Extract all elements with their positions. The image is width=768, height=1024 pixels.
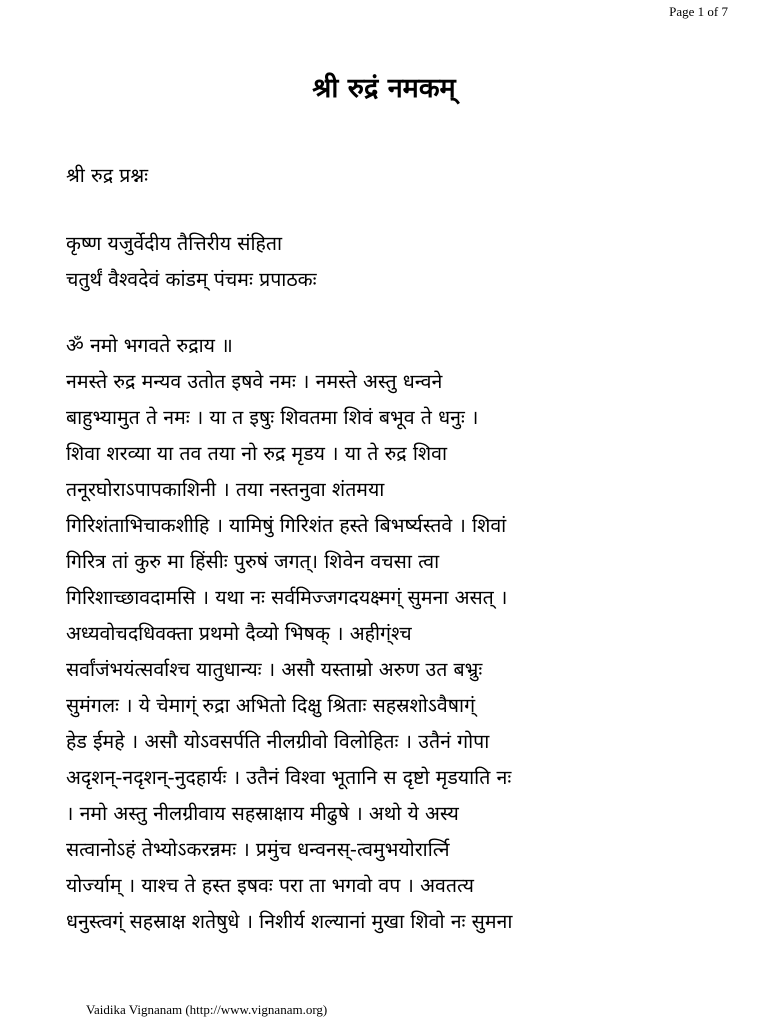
mantra-line: धनुस्त्वग्ं सहस्राक्ष शतेषुधे । निशीर्य शल्यानां मुखा शिवो नः सुमना [66, 910, 513, 933]
mantra-line: तनूरघोराऽपापकाशिनी । तया नस्तनुवा शंतमया [66, 478, 385, 501]
prashna-line: श्री रुद्र प्रश्नः [66, 164, 149, 187]
mantra-line: शिवा शरव्या या तव तया नो रुद्र मृडय । या ते रुद्र शिवा [66, 442, 448, 465]
mantra-line: गिरित्र तां कुरु मा हिंसीः पुरुषं जगत्। शिवेन वचसा त्वा [66, 550, 440, 573]
heading-line: चतुर्थं वैश्वदेवं कांडम् पंचमः प्रपाठकः [66, 268, 317, 291]
mantra-line: गिरिशाच्छावदामसि । यथा नः सर्वमिज्जगदयक्ष्मग्ं सुमना असत् । [66, 586, 508, 609]
page-title: श्री रुद्रं नमकम् [312, 73, 456, 104]
mantra-line: सुमंगलः । ये चेमाग्ं रुद्रा अभितो दिक्षु श्रिताः सहस्रशोऽवैषाग्ं [66, 694, 476, 717]
mantra-line: नमस्ते रुद्र मन्यव उतोत इषवे नमः । नमस्ते अस्तु धन्वने [66, 370, 443, 393]
mantra-line: बाहुभ्यामुत ते नमः । या त इषुः शिवतमा शिवं बभूव ते धनुः । [66, 406, 479, 429]
mantra-line: हेड ईमहे । असौ योऽवसर्पति नीलग्रीवो विलोहितः । उतैनं गोपा [66, 730, 490, 753]
heading-line: कृष्ण यजुर्वेदीय तैत्तिरीय संहिता [66, 232, 283, 255]
mantra-line: ॐ नमो भगवते रुद्राय ॥ [66, 334, 233, 357]
mantra-line: अदृशन्-नदृशन्-नुदहार्यः । उतैनं विश्वा भूतानि स दृष्टो मृडयाति नः [66, 766, 512, 789]
mantra-line: सर्वांजंभयंत्सर्वाश्च यातुधान्यः । असौ यस्ताम्रो अरुण उत बभ्रुः [66, 658, 483, 681]
footer-credit: Vaidika Vignanam (http://www.vignanam.org) [86, 1002, 328, 1017]
section-heading [66, 226, 716, 298]
page-number: Page 1 of 7 [669, 4, 728, 19]
mantra-line: योर्ज्याम् । याश्च ते हस्त इषवः परा ता भगवो वप । अवतत्य [66, 874, 474, 897]
mantra-line: सत्वानोऽहं तेभ्योऽकरन्नमः । प्रमुंच धन्वनस्-त्वमुभयोरार्त्नि [66, 838, 450, 861]
mantra-text [66, 328, 716, 940]
mantra-line: । नमो अस्तु नीलग्रीवाय सहस्राक्षाय मीढुषे । अथो ये अस्य [66, 802, 459, 825]
mantra-line: अध्यवोचदधिवक्ता प्रथमो दैव्यो भिषक् । अहीग्ंश्च [66, 622, 412, 645]
section-prashna [66, 158, 716, 194]
mantra-line: गिरिशंताभिचाकशीहि । यामिषुं गिरिशंत हस्ते बिभर्ष्यस्तवे । शिवां [66, 514, 507, 537]
